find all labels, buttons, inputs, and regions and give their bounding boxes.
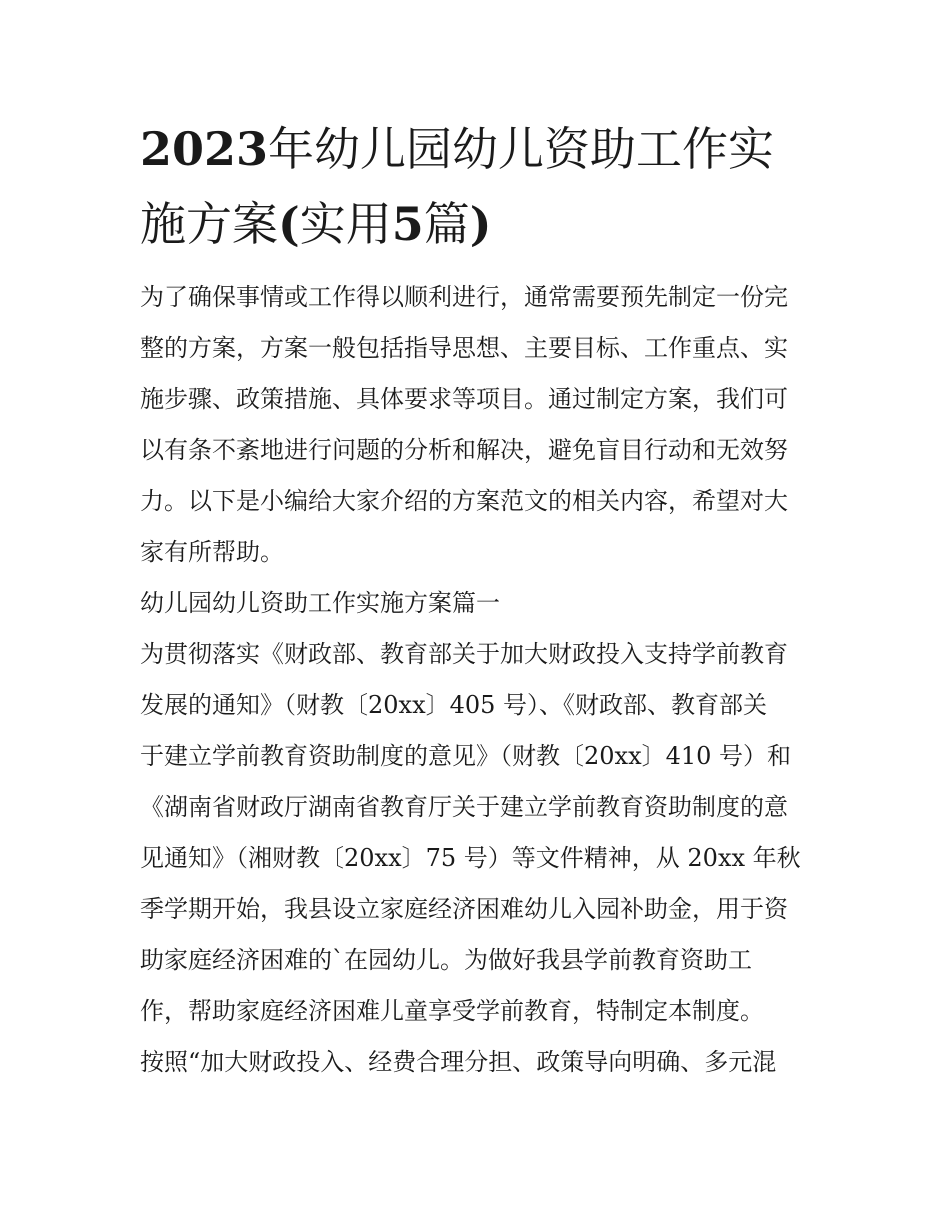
text-line: 施步骤、政策措施、具体要求等项目。通过制定方案，我们可 bbox=[140, 385, 788, 413]
text-line: 以有条不紊地进行问题的分析和解决，避免盲目行动和无效努 bbox=[140, 436, 788, 464]
text-line: 于建立学前教育资助制度的意见》（财教〔20xx〕410 号）和 bbox=[140, 742, 792, 770]
document-page bbox=[140, 112, 812, 1088]
page-title bbox=[140, 112, 812, 262]
text-line: 作，帮助家庭经济困难儿童享受学前教育，特制定本制度。 bbox=[140, 997, 764, 1025]
text-line: 《湖南省财政厅湖南省教育厅关于建立学前教育资助制度的意 bbox=[140, 793, 788, 821]
text-line: 力。以下是小编给大家介绍的方案范文的相关内容，希望对大 bbox=[140, 487, 788, 515]
title-line-1 bbox=[140, 112, 812, 187]
text-line: 见通知》（湘财教〔20xx〕75 号）等文件精神，从 20xx 年秋 bbox=[140, 844, 801, 872]
text-line: 家有所帮助。 bbox=[140, 538, 284, 566]
intro-paragraph bbox=[140, 272, 812, 1088]
title-year: 2023 bbox=[140, 122, 269, 176]
text-line: 发展的通知》（财教〔20xx〕405 号）、《财政部、教育部关 bbox=[140, 691, 768, 719]
title-paren-close: ) bbox=[469, 197, 492, 251]
text-line: 按照“加大财政投入、经费合理分担、政策导向明确、多元混 bbox=[140, 1048, 777, 1076]
text-line: 为了确保事情或工作得以顺利进行，通常需要预先制定一份完 bbox=[140, 283, 788, 311]
text-line: 助家庭经济困难的`在园幼儿。为做好我县学前教育资助工 bbox=[140, 946, 752, 974]
text-line: 季学期开始，我县设立家庭经济困难幼儿入园补助金，用于资 bbox=[140, 895, 788, 923]
text-line: 为贯彻落实《财政部、教育部关于加大财政投入支持学前教育 bbox=[140, 640, 788, 668]
title-line-2 bbox=[140, 187, 812, 262]
title-text: 施方案 bbox=[140, 197, 278, 251]
title-text: 篇 bbox=[423, 197, 470, 251]
title-paren-open: ( bbox=[278, 197, 300, 251]
section-heading: 幼儿园幼儿资助工作实施方案篇一 bbox=[140, 589, 500, 617]
text-line: 整的方案，方案一般包括指导思想、主要目标、工作重点、实 bbox=[140, 334, 788, 362]
title-count: 5 bbox=[391, 197, 424, 251]
title-text: 实用 bbox=[299, 197, 392, 251]
title-text: 年幼儿园幼儿资助工作实 bbox=[268, 122, 775, 176]
